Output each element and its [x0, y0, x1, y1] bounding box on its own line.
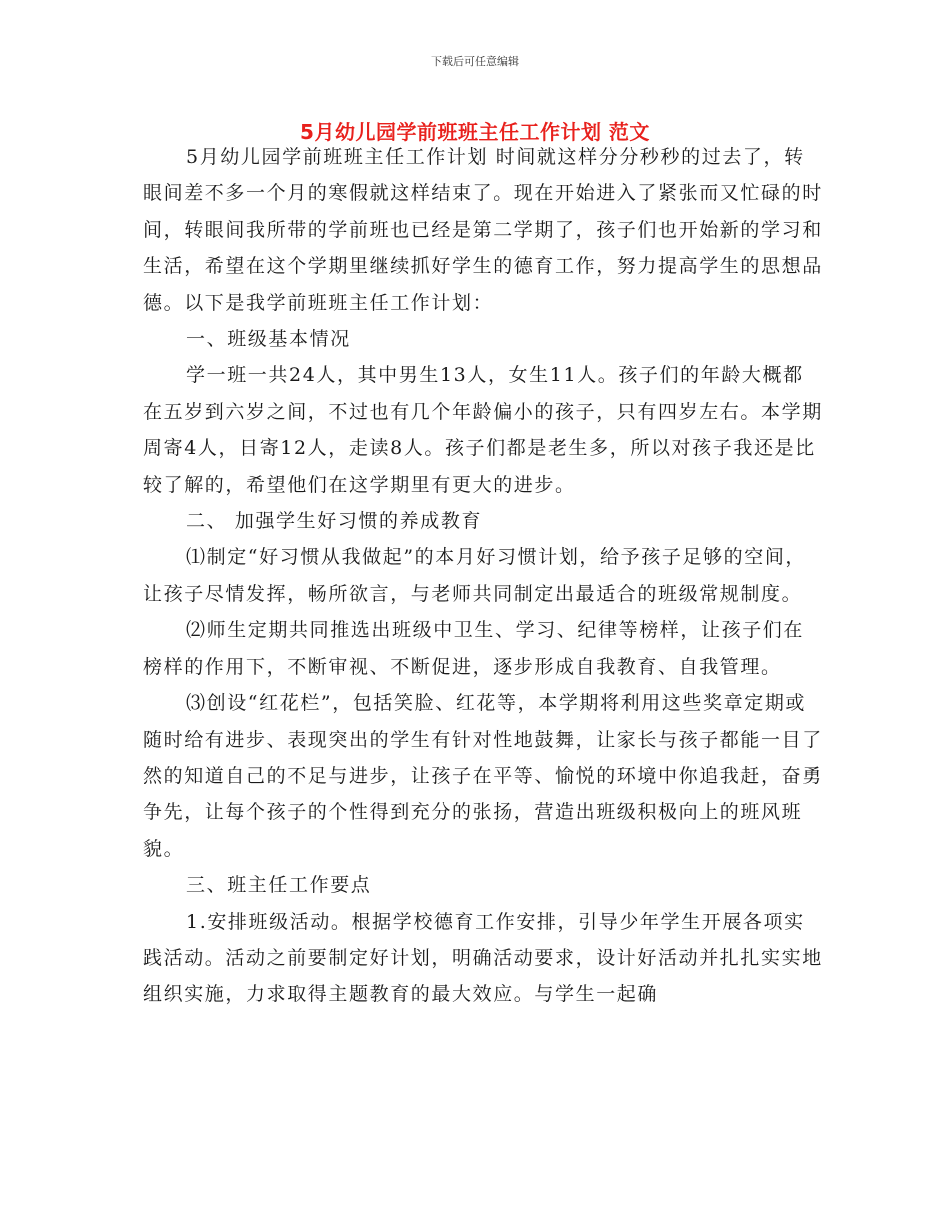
section-heading-2: 二、 加强学生好习惯的养成教育 — [186, 510, 483, 533]
paragraph-habit-1: ⑴制定“好习惯从我做起”的本月好习惯计划，给予孩子足够的空间，让孩子尽情发挥，畅所欲言，与老师共同制定出最适合的班级常规制度。 — [143, 546, 807, 605]
header-note: 下载后可任意编辑 — [431, 55, 519, 68]
paragraph-work-point-1: 1.安排班级活动。根据学校德育工作安排，引导少年学生开展各项实践活动。活动之前要制定好计划，明确活动要求，设计好活动并扎扎实实地组织实施，力求取得主题教育的最大效应。与学生一起确 — [143, 910, 823, 1006]
paragraph-habit-2: ⑵师生定期共同推选出班级中卫生、学习、纪律等榜样，让孩子们在榜样的作用下，不断审视、不断促进，逐步形成自我教育、自我管理。 — [143, 619, 805, 678]
section-heading-3: 三、班主任工作要点 — [186, 874, 372, 897]
paragraph-intro: 5月幼儿园学前班班主任工作计划 时间就这样分分秒秒的过去了，转眼间差不多一个月的寒假就这样结束了。现在开始进入了紧张而又忙碌的时间，转眼间我所带的学前班也已经是第二学期了，孩子们也开始新的学习和生活，希望在这个学期里继续抓好学生的德育工作，努力提高学生的思想品德。以下是我学前班班主任工作计划： — [143, 146, 823, 314]
document-title: 5月幼儿园学前班班主任工作计划 范文 — [300, 120, 650, 144]
paragraph-habit-3: ⑶创设“红花栏”，包括笑脸、红花等，本学期将利用这些奖章定期或随时给有进步、表现突出的学生有针对性地鼓舞，让家长与孩子都能一目了然的知道自己的不足与进步，让孩子在平等、愉悦的环境中你追我赶，奋勇争先，让每个孩子的个性得到充分的张扬，营造出班级积极向上的班风班貌。 — [143, 692, 823, 860]
document-body — [143, 139, 823, 1013]
section-heading-1: 一、班级基本情况 — [186, 328, 351, 351]
paragraph-class-info: 学一班一共24人，其中男生13人，女生11人。孩子们的年龄大概都在五岁到六岁之间，不过也有几个年龄偏小的孩子，只有四岁左右。本学期周寄4人，日寄12人，走读8人。孩子们都是老生多，所以对孩子我还是比较了解的，希望他们在这学期里有更大的进步。 — [143, 364, 823, 496]
